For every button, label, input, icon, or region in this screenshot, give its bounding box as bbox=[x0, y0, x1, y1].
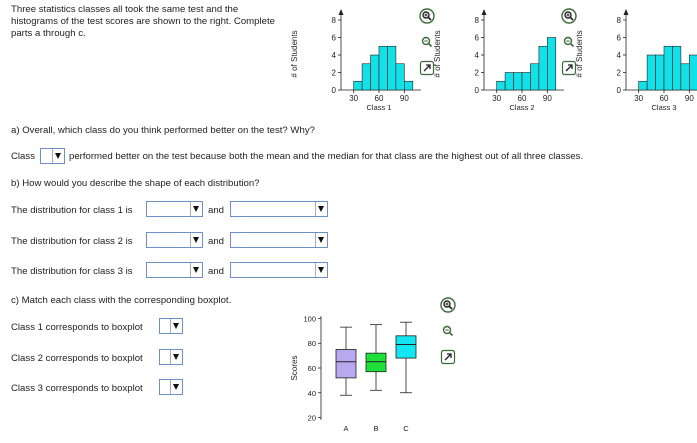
histogram-bar bbox=[379, 46, 387, 90]
zoom-in-icon[interactable] bbox=[440, 297, 456, 313]
y-tick-label: 6 bbox=[474, 33, 479, 43]
x-category-label: A bbox=[343, 424, 349, 433]
shape-dropdown-class-2-a[interactable] bbox=[146, 232, 203, 248]
histogram-bar bbox=[371, 55, 379, 90]
chevron-down-icon bbox=[190, 233, 202, 247]
and-label: and bbox=[208, 205, 225, 216]
x-category-label: C bbox=[403, 424, 409, 433]
intro-line-3: parts a through c. bbox=[11, 28, 86, 39]
y-tick-label: 40 bbox=[307, 388, 316, 398]
intro-line-2: histograms of the test scores are shown to the right. Complete bbox=[11, 16, 275, 27]
y-tick-label: 20 bbox=[307, 413, 316, 423]
shape-label-class-3: The distribution for class 3 is bbox=[11, 266, 133, 277]
zoom-in-icon[interactable] bbox=[419, 8, 435, 24]
chevron-down-icon bbox=[170, 350, 182, 364]
boxplot-label-class-3: Class 3 corresponds to boxplot bbox=[11, 383, 143, 394]
histogram-bar bbox=[672, 46, 680, 90]
expand-icon[interactable] bbox=[440, 349, 456, 365]
shape-label-class-1: The distribution for class 1 is bbox=[11, 205, 133, 216]
histogram-class-1 bbox=[286, 6, 409, 112]
y-tick-label: 8 bbox=[474, 16, 479, 25]
zoom-out-icon[interactable] bbox=[440, 323, 456, 339]
and-label: and bbox=[208, 236, 225, 247]
histogram-bar bbox=[647, 55, 655, 90]
y-tick-label: 2 bbox=[331, 68, 336, 78]
shape-dropdown-class-1-a[interactable] bbox=[146, 201, 203, 217]
zoom-in-icon[interactable] bbox=[561, 8, 577, 24]
shape-label-class-2: The distribution for class 2 is bbox=[11, 236, 133, 247]
part-a-prefix: Class bbox=[11, 151, 35, 162]
chevron-down-icon bbox=[190, 263, 202, 277]
chevron-down-icon bbox=[190, 202, 202, 216]
x-tick-label: 60 bbox=[659, 94, 669, 103]
y-axis-arrow bbox=[624, 9, 629, 15]
and-label: and bbox=[208, 266, 225, 277]
part-a-question: a) Overall, which class do you think performed better on the test? Why? bbox=[11, 125, 315, 136]
chevron-down-icon bbox=[52, 149, 64, 163]
y-tick-label: 2 bbox=[616, 68, 621, 78]
y-tick-label: 4 bbox=[474, 51, 479, 60]
histogram-bar bbox=[514, 73, 522, 91]
y-tick-label: 4 bbox=[331, 51, 336, 60]
part-b-question: b) How would you describe the shape of each distribution? bbox=[11, 178, 260, 189]
x-tick-label: 30 bbox=[634, 94, 644, 103]
y-tick-label: 8 bbox=[331, 16, 336, 25]
histogram-bar bbox=[362, 64, 370, 90]
y-axis-label: # of Students bbox=[575, 30, 584, 78]
x-tick-label: 90 bbox=[542, 94, 552, 103]
x-category-label: B bbox=[373, 424, 379, 433]
boxplot-dropdown-class-1[interactable] bbox=[159, 318, 183, 334]
histogram-bar bbox=[639, 81, 647, 90]
boxplot-dropdown-class-2[interactable] bbox=[159, 349, 183, 365]
histogram-bar bbox=[664, 46, 672, 90]
y-tick-label: 80 bbox=[307, 339, 316, 349]
shape-dropdown-class-3-b[interactable] bbox=[230, 262, 328, 278]
histogram-title: Class 3 bbox=[651, 103, 677, 112]
x-tick-label: 30 bbox=[349, 94, 359, 103]
intro-line-1: Three statistics classes all took the same test and the bbox=[11, 4, 239, 15]
histogram-title: Class 2 bbox=[509, 103, 535, 112]
chevron-down-icon bbox=[170, 380, 182, 394]
y-axis-label: # of Students bbox=[433, 30, 442, 78]
histogram-bar bbox=[505, 73, 513, 91]
y-axis-arrow bbox=[482, 9, 487, 15]
y-axis-label: # of Students bbox=[290, 30, 299, 78]
x-tick-label: 90 bbox=[684, 94, 694, 103]
histogram-bar bbox=[689, 55, 697, 90]
shape-dropdown-class-3-a[interactable] bbox=[146, 262, 203, 278]
y-tick-label: 100 bbox=[303, 314, 316, 324]
shape-dropdown-class-2-b[interactable] bbox=[230, 232, 328, 248]
histogram-bar bbox=[354, 81, 362, 90]
histogram-bar bbox=[497, 81, 505, 90]
histogram-bar bbox=[396, 64, 404, 90]
x-tick-label: 90 bbox=[399, 94, 409, 103]
histogram-bar bbox=[530, 64, 538, 90]
y-tick-label: 60 bbox=[307, 364, 316, 373]
x-tick-label: 60 bbox=[374, 94, 384, 103]
zoom-out-icon[interactable] bbox=[419, 34, 435, 50]
histogram-bar bbox=[656, 55, 664, 90]
histogram-class-3 bbox=[571, 6, 694, 112]
box-c bbox=[396, 336, 416, 358]
histogram-bar bbox=[522, 73, 530, 91]
box-a bbox=[336, 349, 356, 377]
boxplot-chart bbox=[285, 310, 430, 435]
y-axis-arrow bbox=[339, 9, 344, 15]
histogram-class-2 bbox=[429, 6, 552, 112]
y-tick-label: 6 bbox=[616, 33, 621, 43]
y-tick-label: 0 bbox=[474, 86, 479, 95]
y-tick-label: 2 bbox=[474, 68, 479, 78]
part-c-question: c) Match each class with the corresponding boxplot. bbox=[11, 295, 232, 306]
chevron-down-icon bbox=[315, 233, 327, 247]
box-b bbox=[366, 353, 386, 372]
histogram-bar bbox=[387, 46, 395, 90]
shape-dropdown-class-1-b[interactable] bbox=[230, 201, 328, 217]
chevron-down-icon bbox=[315, 202, 327, 216]
part-a-suffix: performed better on the test because both the mean and the median for that class are the highest out of all three classes. bbox=[69, 151, 584, 162]
histogram-bar bbox=[539, 46, 547, 90]
histogram-bar bbox=[404, 81, 412, 90]
boxplot-label-class-1: Class 1 corresponds to boxplot bbox=[11, 322, 143, 333]
class-dropdown[interactable] bbox=[40, 148, 65, 164]
intro-text bbox=[11, 4, 286, 40]
y-tick-label: 6 bbox=[331, 33, 336, 43]
expand-icon[interactable] bbox=[419, 60, 435, 76]
y-tick-label: 0 bbox=[331, 86, 336, 95]
boxplot-dropdown-class-3[interactable] bbox=[159, 379, 183, 395]
y-tick-label: 8 bbox=[616, 16, 621, 25]
y-tick-label: 0 bbox=[616, 86, 621, 95]
x-tick-label: 30 bbox=[492, 94, 502, 103]
chevron-down-icon bbox=[315, 263, 327, 277]
expand-icon[interactable] bbox=[561, 60, 577, 76]
histogram-title: Class 1 bbox=[366, 103, 392, 112]
zoom-out-icon[interactable] bbox=[561, 34, 577, 50]
histogram-bar bbox=[681, 64, 689, 90]
x-tick-label: 60 bbox=[517, 94, 527, 103]
y-axis-label: Scores bbox=[290, 355, 299, 381]
chevron-down-icon bbox=[170, 319, 182, 333]
boxplot-label-class-2: Class 2 corresponds to boxplot bbox=[11, 353, 143, 364]
y-tick-label: 4 bbox=[616, 51, 621, 60]
histogram-bar bbox=[547, 38, 555, 91]
